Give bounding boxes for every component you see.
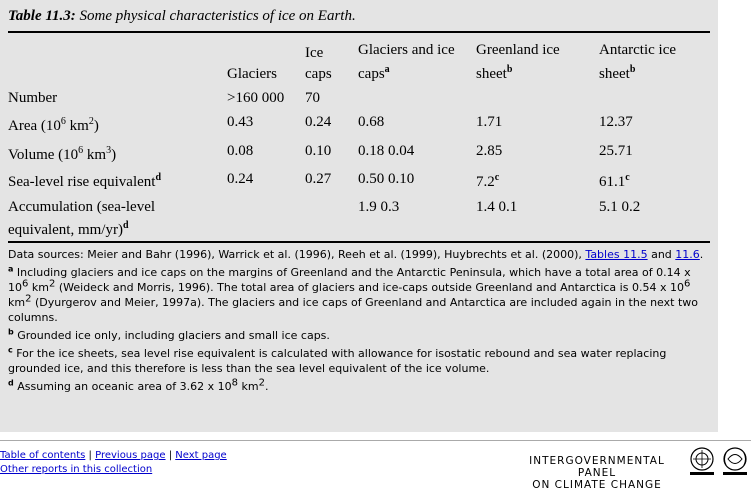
wmo-logo-icon xyxy=(720,446,750,476)
note-a-exp3: 6 xyxy=(683,278,691,290)
header-antarctic-line2 xyxy=(599,65,635,83)
area-unit: km xyxy=(65,118,89,134)
footer-sep2: | xyxy=(165,450,176,461)
note-a-exp4: 2 xyxy=(25,293,32,305)
row-sealevel-icecaps: 0.27 xyxy=(305,171,332,187)
note-b-text: Grounded ice only, including glaciers and small ice caps. xyxy=(13,329,330,342)
note-c xyxy=(8,346,712,376)
row-volume-antarctic: 25.71 xyxy=(599,143,633,159)
header-icecaps-line2: caps xyxy=(305,66,332,82)
row-accumulation-both: 1.9 0.3 xyxy=(358,199,400,215)
header-antarctic-line1: Antarctic ice xyxy=(599,42,677,58)
table-caption xyxy=(8,8,356,25)
note-d-exp2: 2 xyxy=(258,377,265,389)
sources-and: and xyxy=(647,248,672,261)
sources-period: . xyxy=(699,248,704,261)
caption-text: Some physical characteristics of ice on Earth. xyxy=(79,8,356,24)
footer-nav-line2 xyxy=(0,463,227,477)
row-sealevel-label xyxy=(8,173,161,191)
note-a-text2: km xyxy=(28,281,49,294)
accumulation-label-text: equivalent, mm/yr) xyxy=(8,222,123,238)
previous-page-link[interactable]: Previous page xyxy=(95,450,166,461)
note-d-exp: 8 xyxy=(231,377,238,389)
row-area-glaciers: 0.43 xyxy=(227,114,254,130)
ipcc-name xyxy=(508,455,686,491)
row-number-icecaps: 70 xyxy=(305,90,320,106)
row-area-label xyxy=(8,117,99,135)
note-c-mark: c xyxy=(8,345,13,355)
sealevel-greenland-value: 7.2 xyxy=(476,174,495,190)
other-reports-link[interactable]: Other reports in this collection xyxy=(0,464,153,475)
link-table-11-6[interactable]: 11.6 xyxy=(675,248,700,261)
footer-sep1: | xyxy=(85,450,96,461)
sealevel-label-text: Sea-level rise equivalent xyxy=(8,174,156,190)
row-area-antarctic: 12.37 xyxy=(599,114,633,130)
sealevel-greenland-footnote: c xyxy=(494,172,500,183)
header-both-text: caps xyxy=(358,66,385,82)
unep-logo-icon xyxy=(688,446,716,476)
row-accumulation-label-line2 xyxy=(8,221,129,239)
note-c-text: For the ice sheets, sea level rise equivalent is calculated with allowance for isostatic rebound and sea water replacing grounded ice, and this therefore is less than the sea level equivalent of the ice volume. xyxy=(8,347,667,375)
footer-nav xyxy=(0,449,227,477)
sources-text: Data sources: Meier and Bahr (1996), Warrick et al. (1996), Reeh et al. (1999), Huybrechts et al. (2000), xyxy=(8,248,586,261)
accumulation-footnote: d xyxy=(122,220,129,231)
note-b xyxy=(8,328,712,343)
note-a-text3: (Weideck and Morris, 1996). The total area of glaciers and ice-caps outside Greenland and Antarctica is 0.54 x 10 xyxy=(55,281,684,294)
row-sealevel-greenland xyxy=(476,173,499,191)
header-greenland-text: sheet xyxy=(476,66,507,82)
sealevel-antarctic-value: 61.1 xyxy=(599,174,626,190)
row-area-icecaps: 0.24 xyxy=(305,114,332,130)
note-b-mark: b xyxy=(8,327,14,337)
header-both-line2 xyxy=(358,65,390,83)
ipcc-name-line1: INTERGOVERNMENTAL PANEL xyxy=(529,455,665,479)
volume-unit: km xyxy=(83,147,107,163)
note-d-text3: . xyxy=(264,380,269,393)
volume-label-part: Volume (10 xyxy=(8,147,79,163)
header-both-footnote: a xyxy=(384,64,390,75)
note-a-mark: a xyxy=(8,264,14,274)
note-d-text2: km xyxy=(237,380,259,393)
volume-unit-exp: 3 xyxy=(106,145,112,156)
row-sealevel-both: 0.50 0.10 xyxy=(358,171,415,187)
row-volume-glaciers: 0.08 xyxy=(227,143,254,159)
area-close: ) xyxy=(93,118,99,134)
row-volume-greenland: 2.85 xyxy=(476,143,503,159)
row-volume-both: 0.18 0.04 xyxy=(358,143,415,159)
header-both-line1: Glaciers and ice xyxy=(358,42,455,58)
note-a-text5: (Dyurgerov and Meier, 1997a). The glaciers and ice caps of Greenland and Antarctica are included again in the next two columns. xyxy=(8,296,698,324)
table-notes xyxy=(8,247,712,397)
header-greenland-footnote: b xyxy=(506,64,513,75)
row-sealevel-glaciers: 0.24 xyxy=(227,171,254,187)
header-greenland-line1: Greenland ice xyxy=(476,42,560,58)
header-antarctic-text: sheet xyxy=(599,66,630,82)
note-sources xyxy=(8,247,712,262)
header-antarctic-footnote: b xyxy=(629,64,636,75)
table-bottom-rule xyxy=(8,241,710,243)
note-a xyxy=(8,265,712,325)
note-a-exp2: 2 xyxy=(48,278,56,290)
footer-nav-line1 xyxy=(0,449,227,463)
volume-exp: 6 xyxy=(78,145,84,156)
ipcc-name-line2: ON CLIMATE CHANGE xyxy=(532,479,662,491)
next-page-link[interactable]: Next page xyxy=(175,450,227,461)
header-glaciers: Glaciers xyxy=(227,66,277,82)
row-accumulation-greenland: 1.4 0.1 xyxy=(476,199,518,215)
note-a-text4: km xyxy=(8,296,26,309)
header-greenland-line2 xyxy=(476,65,512,83)
note-a-text1: Including glaciers and ice caps on the margins of Greenland and the Antarctic Peninsula, which have a total area of 0.14 x 10 xyxy=(8,266,691,294)
row-number-glaciers: >160 000 xyxy=(227,90,285,106)
row-accumulation-antarctic: 5.1 0.2 xyxy=(599,199,641,215)
row-number-label: Number xyxy=(8,90,58,106)
area-unit-exp: 2 xyxy=(88,116,94,127)
row-accumulation-label-line1: Accumulation (sea-level xyxy=(8,199,156,215)
note-d-mark: d xyxy=(8,378,14,388)
table-top-rule xyxy=(8,31,710,33)
link-table-11-5[interactable]: Tables 11.5 xyxy=(585,248,648,261)
note-a-exp1: 6 xyxy=(22,278,29,290)
header-icecaps-line1: Ice xyxy=(305,45,324,61)
sealevel-antarctic-footnote: c xyxy=(625,172,630,183)
area-label-part: Area (10 xyxy=(8,118,61,134)
row-area-greenland: 1.71 xyxy=(476,114,503,130)
row-volume-label xyxy=(8,146,116,164)
row-sealevel-antarctic xyxy=(599,173,630,191)
note-d xyxy=(8,379,712,394)
row-volume-icecaps: 0.10 xyxy=(305,143,332,159)
note-d-text1: Assuming an oceanic area of 3.62 x 10 xyxy=(13,380,232,393)
footer-divider xyxy=(0,440,751,441)
caption-label: Table 11.3: xyxy=(8,8,76,24)
sealevel-footnote: d xyxy=(155,172,161,183)
area-exp: 6 xyxy=(60,116,66,127)
table-of-contents-link[interactable]: Table of contents xyxy=(0,450,86,461)
row-area-both: 0.68 xyxy=(358,114,385,130)
volume-close: ) xyxy=(111,147,117,163)
